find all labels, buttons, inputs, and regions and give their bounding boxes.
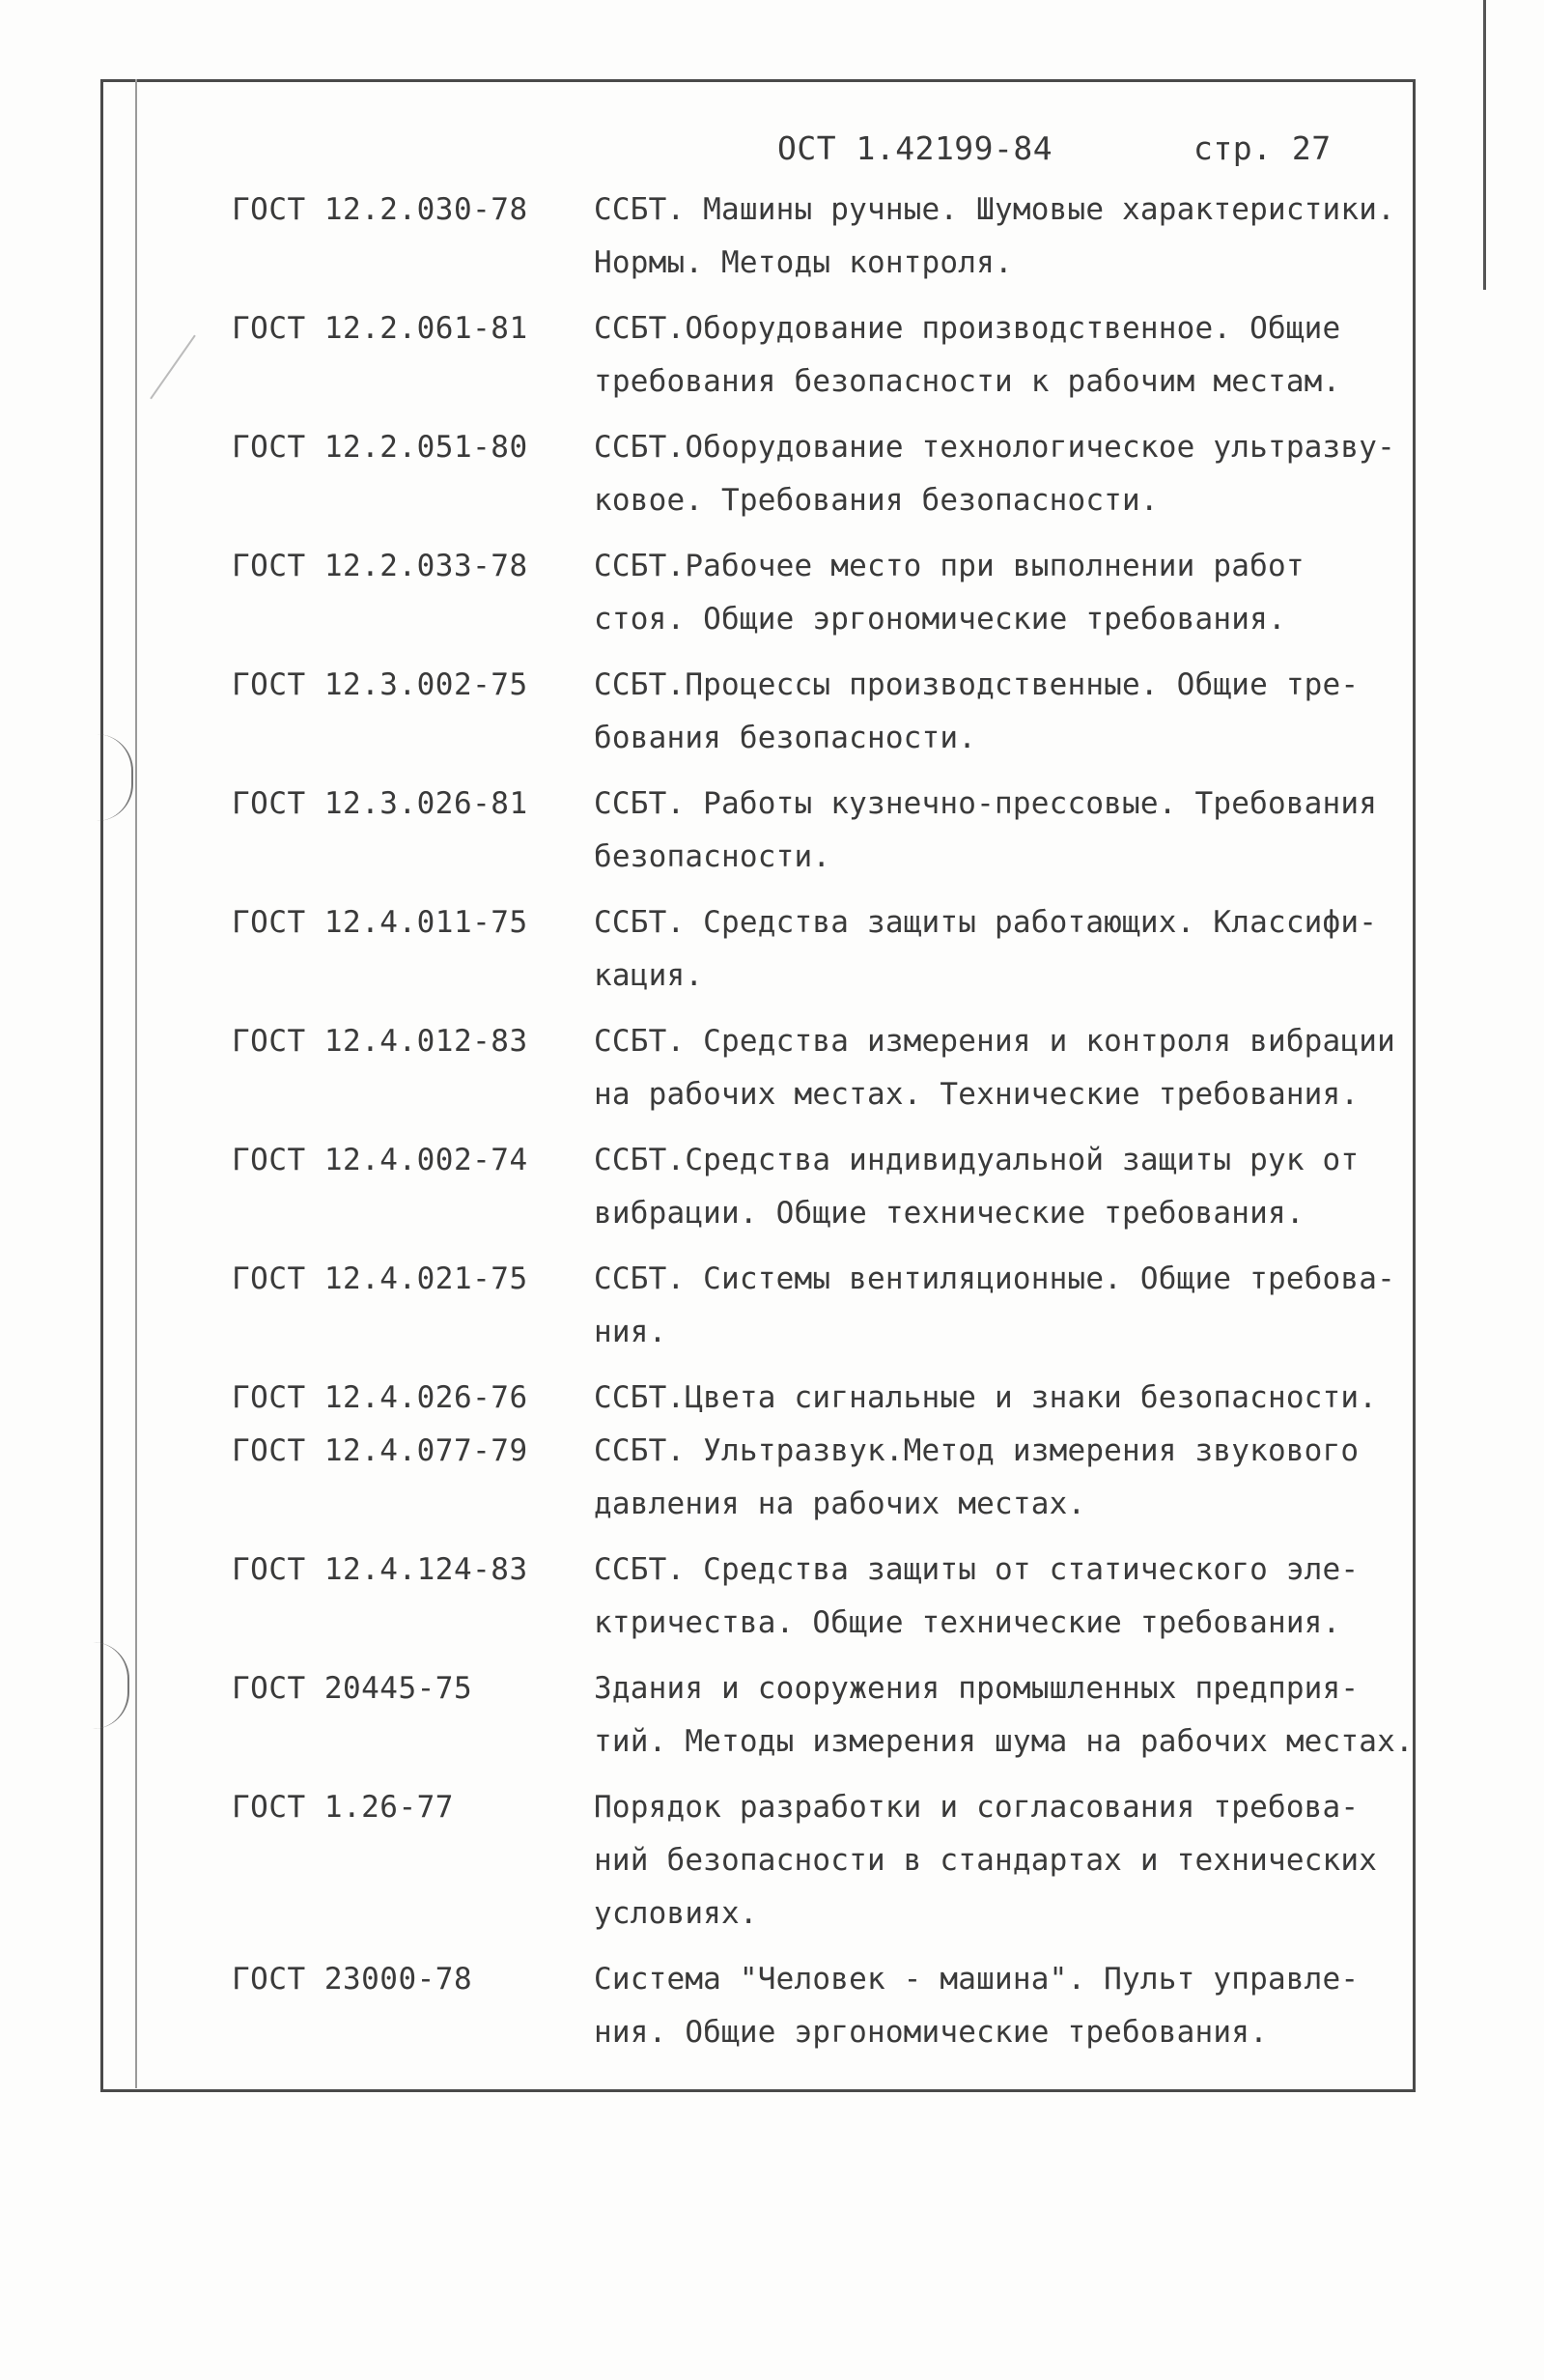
reference-entry — [0, 1781, 1544, 1941]
gost-title: ССБТ. Машины ручные. Шумовые характеристики. Нормы. Методы контроля. — [594, 192, 1395, 280]
reference-entry — [0, 540, 1544, 646]
gost-code: ГОСТ 12.2.033-78 — [232, 549, 528, 583]
gost-code: ГОСТ 12.3.026-81 — [232, 786, 528, 821]
gost-title: ССБТ. Средства защиты от статического эле- ктричества. Общие технические требования. — [594, 1552, 1360, 1640]
gost-title: ССБТ. Системы вентиляционные. Общие требова- ния. — [594, 1261, 1395, 1349]
reference-entry — [0, 1662, 1544, 1769]
gost-title: ССБТ. Ультразвук.Метод измерения звукового давления на рабочих местах. — [594, 1433, 1360, 1521]
reference-entry — [0, 1134, 1544, 1240]
gost-title: Порядок разработки и согласования требова- ний безопасности в стандартах и технических условиях. — [594, 1790, 1378, 1931]
reference-entry — [0, 1953, 1544, 2059]
gost-code: ГОСТ 12.2.061-81 — [232, 311, 528, 346]
gost-code: ГОСТ 12.4.026-76 — [232, 1380, 528, 1415]
gost-title: ССБТ.Рабочее место при выполнении работ стоя. Общие эргономические требования. — [594, 549, 1305, 637]
gost-code: ГОСТ 12.4.011-75 — [232, 905, 528, 940]
reference-entry — [0, 1544, 1544, 1650]
reference-entry — [0, 1372, 1544, 1425]
gost-code: ГОСТ 12.3.002-75 — [232, 667, 528, 702]
reference-entry — [0, 778, 1544, 884]
reference-entry — [0, 184, 1544, 290]
gost-title: Здания и сооружения промышленных предприя- тий. Методы измерения шума на рабочих местах. — [594, 1671, 1414, 1759]
reference-entry — [0, 1253, 1544, 1359]
standard-number: ОСТ 1.42199-84 — [777, 129, 1053, 167]
reference-entry — [0, 1425, 1544, 1531]
gost-title: ССБТ.Цвета сигнальные и знаки безопасности. — [594, 1380, 1378, 1415]
gost-code: ГОСТ 12.4.002-74 — [232, 1143, 528, 1177]
gost-code: ГОСТ 23000-78 — [232, 1962, 473, 1997]
gost-title: Система "Человек - машина". Пульт управле- ния. Общие эргономические требования. — [594, 1962, 1360, 2050]
gost-title: ССБТ.Процессы производственные. Общие тре- бования безопасности. — [594, 667, 1360, 755]
gost-code: ГОСТ 20445-75 — [232, 1671, 473, 1706]
reference-entry — [0, 659, 1544, 765]
gost-title: ССБТ.Оборудование технологическое ультразву- ковое. Требования безопасности. — [594, 430, 1395, 518]
reference-entry — [0, 302, 1544, 409]
gost-code: ГОСТ 1.26-77 — [232, 1790, 454, 1825]
gost-title: ССБТ.Оборудование производственное. Общие требования безопасности к рабочим местам. — [594, 311, 1341, 399]
gost-code: ГОСТ 12.4.021-75 — [232, 1261, 528, 1296]
gost-code: ГОСТ 12.4.012-83 — [232, 1024, 528, 1059]
gost-code: ГОСТ 12.2.030-78 — [232, 192, 528, 227]
gost-title: ССБТ. Средства защиты работающих. Классифи- кация. — [594, 905, 1378, 993]
reference-entry — [0, 1015, 1544, 1121]
gost-title: ССБТ.Средства индивидуальной защиты рук от вибрации. Общие технические требования. — [594, 1143, 1360, 1231]
gost-title: ССБТ. Средства измерения и контроля вибрации на рабочих местах. Технические требования. — [594, 1024, 1395, 1112]
gost-title: ССБТ. Работы кузнечно-прессовые. Требования безопасности. — [594, 786, 1378, 874]
reference-entry — [0, 896, 1544, 1003]
gost-code: ГОСТ 12.4.077-79 — [232, 1433, 528, 1468]
reference-entry — [0, 421, 1544, 527]
reference-list — [0, 184, 1544, 2072]
gost-code: ГОСТ 12.2.051-80 — [232, 430, 528, 465]
page-number: стр. 27 — [1193, 129, 1332, 167]
gost-code: ГОСТ 12.4.124-83 — [232, 1552, 528, 1587]
